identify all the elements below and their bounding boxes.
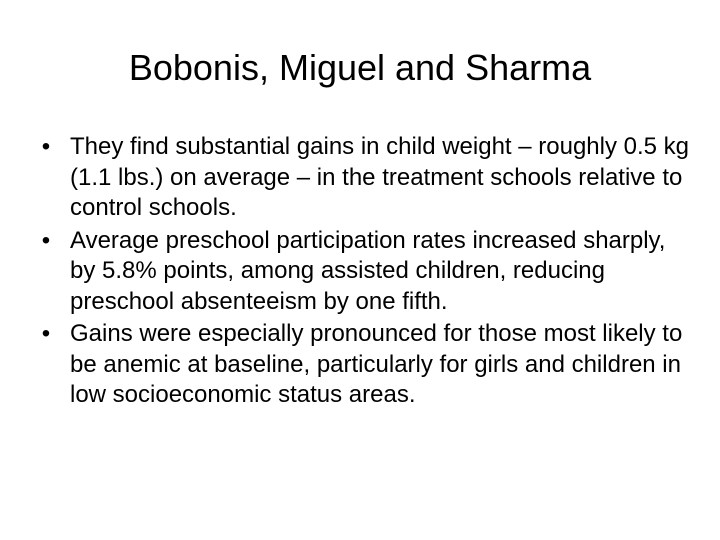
bullet-item (34, 132, 694, 224)
bullet-marker: • (41, 320, 51, 347)
bullet-marker: • (41, 226, 51, 254)
bullet-text: They find substantial gains in child weight – roughly 0.5 kg (1.1 lbs.) on average – in the treatment schools relative to control schools. (70, 133, 690, 221)
slide-title: Bobonis, Miguel and Sharma (128, 47, 592, 88)
bullet-item (34, 319, 694, 411)
bullet-text: Gains were especially pronounced for those most likely to be anemic at baseline, particularly for girls and children in low socioeconomic status areas. (70, 320, 683, 408)
bullet-marker: • (41, 133, 51, 160)
bullet-text: Average preschool participation rates increased sharply, by 5.8% points, among assisted children, reducing preschool absenteeism by one fifth. (70, 226, 666, 315)
bullet-list (34, 132, 694, 413)
bullet-item (34, 226, 694, 318)
